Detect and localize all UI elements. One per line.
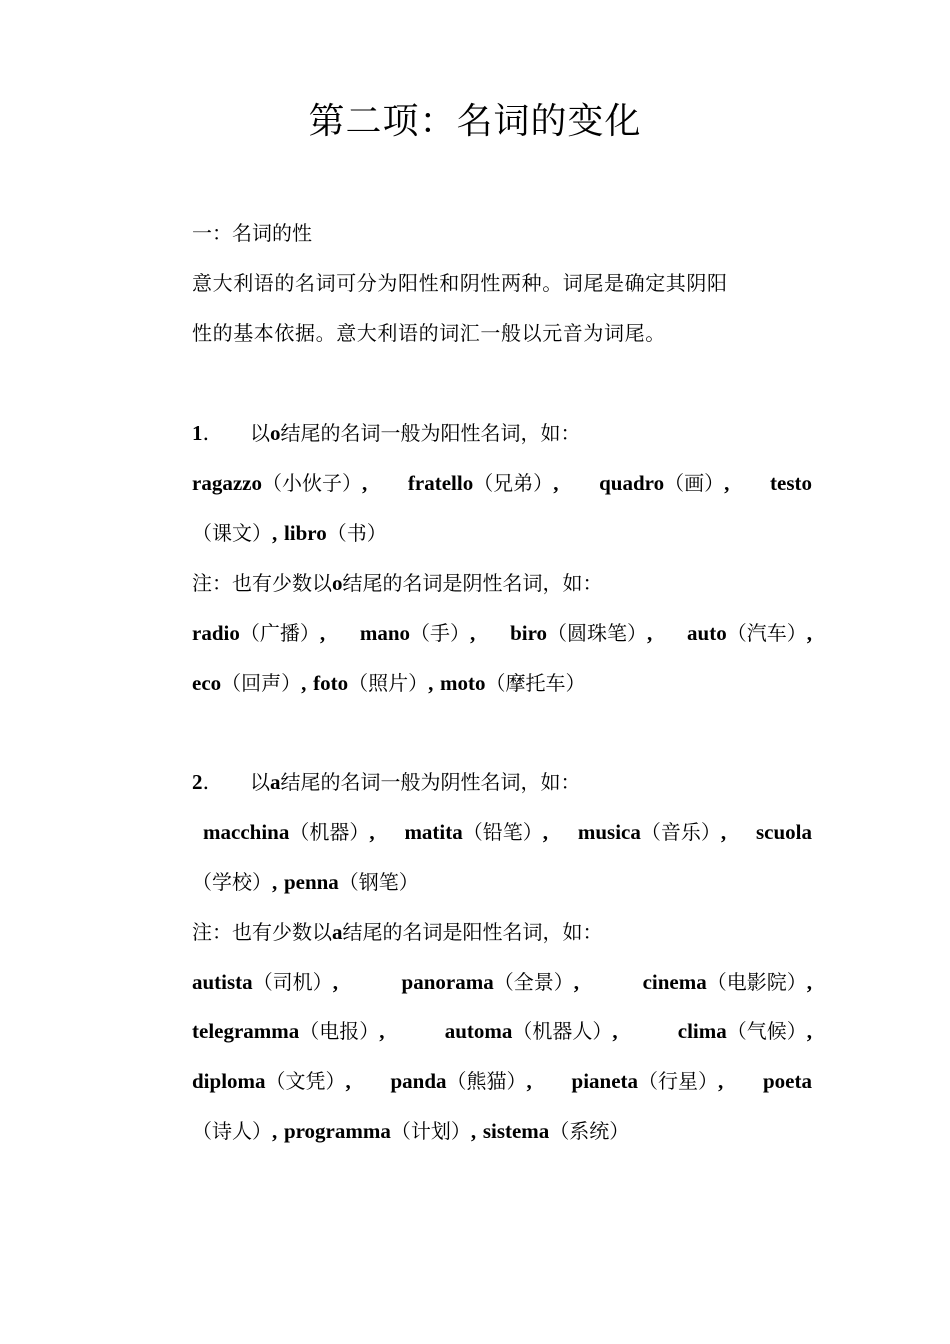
vocab-separator: , xyxy=(573,970,579,994)
vocab-entry xyxy=(756,817,812,847)
vocab-meaning: （手） xyxy=(410,621,471,645)
vocab-meaning: （汽车） xyxy=(726,621,807,645)
vocab-entry xyxy=(599,468,729,498)
note-text-pre: 注：也有少数以 xyxy=(192,571,332,595)
example-line xyxy=(192,518,812,548)
vocab-word: moto xyxy=(440,671,486,695)
vocab-entry xyxy=(572,1066,724,1096)
vocab-meaning: （音乐） xyxy=(640,820,721,844)
vocab-separator: , xyxy=(369,820,375,844)
vocab-entry xyxy=(770,468,812,498)
vocab-meaning: （系统） xyxy=(549,1119,630,1143)
vocab-meaning: （机器） xyxy=(289,820,370,844)
vocab-separator: , xyxy=(526,1069,532,1093)
vocab-entry xyxy=(404,817,548,847)
vocab-separator: , xyxy=(806,1019,812,1043)
vocab-separator: , xyxy=(361,471,368,495)
vocab-entry xyxy=(192,967,338,997)
vocab-separator: , xyxy=(470,621,476,645)
vocab-word: mano xyxy=(359,621,411,645)
vocab-entry xyxy=(192,468,367,498)
vocab-separator: , xyxy=(332,970,338,994)
example-line xyxy=(192,867,812,897)
vocab-entry xyxy=(402,967,579,997)
rule-text-pre: 以 xyxy=(250,770,270,794)
vocab-entry xyxy=(687,618,812,648)
vocab-meaning: （铅笔） xyxy=(462,820,543,844)
vocab-meaning: （摩托车） xyxy=(485,671,586,695)
example-line xyxy=(192,468,812,498)
vocab-separator: , xyxy=(806,970,812,994)
vocab-separator: , xyxy=(272,1119,278,1143)
vocab-separator: , xyxy=(553,471,559,495)
vocab-separator: , xyxy=(647,621,653,645)
vocab-word: auto xyxy=(687,621,727,645)
vocab-separator: , xyxy=(345,1069,351,1093)
vocab-separator: , xyxy=(720,820,727,844)
vocab-meaning: （诗人） xyxy=(192,1119,272,1143)
vocab-word: quadro xyxy=(599,471,665,495)
example-line xyxy=(203,817,812,847)
vocab-entry xyxy=(192,870,277,894)
vocab-entry xyxy=(192,1016,385,1046)
vocab-word: libro xyxy=(283,521,327,545)
vocab-meaning: （钢笔） xyxy=(338,870,419,894)
vocab-word: pianeta xyxy=(571,1069,639,1093)
vocab-meaning: （课文） xyxy=(192,521,272,545)
note-letter: o xyxy=(332,571,343,595)
vocab-entry xyxy=(284,870,419,894)
item-number-dot: . xyxy=(202,770,210,794)
vocab-entry xyxy=(192,1066,351,1096)
vocab-meaning: （文凭） xyxy=(265,1069,346,1093)
vocab-word: eco xyxy=(192,671,222,695)
vocab-entry xyxy=(408,468,559,498)
section-heading xyxy=(192,218,812,248)
vocab-separator: , xyxy=(272,870,278,894)
vocab-separator: , xyxy=(718,1069,724,1093)
intro-line-1 xyxy=(192,268,812,298)
vocab-entry xyxy=(445,1016,618,1046)
rule-text-pre: 以 xyxy=(250,421,270,445)
vocab-entry xyxy=(192,1119,277,1143)
vocab-meaning: （广播） xyxy=(239,621,320,645)
vocab-word: ragazzo xyxy=(192,471,262,495)
note-letter: a xyxy=(332,920,343,944)
vocab-entry xyxy=(391,1066,532,1096)
vocab-entry xyxy=(313,671,433,695)
vocab-entry xyxy=(360,618,475,648)
vocab-word: testo xyxy=(770,471,812,495)
vocab-separator: , xyxy=(612,1019,618,1043)
vocab-word: panorama xyxy=(401,970,494,994)
vocab-meaning: （气候） xyxy=(726,1019,807,1043)
vocab-word: biro xyxy=(510,621,548,645)
vocab-meaning: （照片） xyxy=(348,671,429,695)
vocab-meaning: （小伙子） xyxy=(261,471,362,495)
example-line xyxy=(192,967,812,997)
vocab-meaning: （机器人） xyxy=(512,1019,613,1043)
note-text-post: 结尾的名词是阴性名词，如： xyxy=(342,571,603,595)
vocab-separator: , xyxy=(379,1019,385,1043)
vocab-word: automa xyxy=(444,1019,513,1043)
vocab-meaning: （圆珠笔） xyxy=(547,621,648,645)
vocab-word: fratello xyxy=(407,471,474,495)
vocab-word: radio xyxy=(192,621,240,645)
item-number: 2 xyxy=(192,770,203,794)
vocab-entry xyxy=(643,967,812,997)
vocab-entry xyxy=(440,671,586,695)
vocab-entry xyxy=(192,618,325,648)
rule-text-post: 结尾的名词一般为阳性名词，如： xyxy=(280,421,581,445)
vocab-meaning: （司机） xyxy=(252,970,333,994)
vocab-word: telegramma xyxy=(192,1019,300,1043)
rule-letter: o xyxy=(270,421,281,445)
vocab-entry xyxy=(192,671,306,695)
vocab-separator: , xyxy=(319,621,326,645)
vocab-separator: , xyxy=(428,671,434,695)
vocab-word: poeta xyxy=(763,1069,812,1093)
vocab-meaning: （兄弟） xyxy=(473,471,554,495)
vocab-entry xyxy=(192,521,277,545)
note-line xyxy=(192,917,812,947)
note-line xyxy=(192,568,812,598)
vocab-meaning: （画） xyxy=(664,471,725,495)
vocab-word: panda xyxy=(390,1069,447,1093)
vocab-word: musica xyxy=(577,820,641,844)
vocab-separator: , xyxy=(542,820,549,844)
vocab-word: programma xyxy=(283,1119,391,1143)
vocab-entry xyxy=(483,1119,630,1143)
vocab-meaning: （全景） xyxy=(493,970,574,994)
example-line xyxy=(192,1016,812,1046)
vocab-entry xyxy=(284,521,387,545)
vocab-word: autista xyxy=(192,970,253,994)
vocab-word: penna xyxy=(283,870,339,894)
item-number-dot: . xyxy=(202,421,210,445)
vocab-entry xyxy=(284,1119,476,1143)
example-line xyxy=(192,668,812,698)
item-2-rule xyxy=(192,767,812,797)
vocab-entry xyxy=(763,1066,812,1096)
vocab-meaning: （学校） xyxy=(192,870,272,894)
vocab-word: diploma xyxy=(192,1069,266,1093)
item-1-rule xyxy=(192,418,812,448)
vocab-meaning: （熊猫） xyxy=(446,1069,527,1093)
vocab-word: cinema xyxy=(642,970,707,994)
vocab-separator: , xyxy=(301,671,307,695)
vocab-word: scuola xyxy=(755,820,812,844)
vocab-word: clima xyxy=(677,1019,727,1043)
intro-text-2: 性的基本依据。意大利语的词汇一般以元音为词尾。 xyxy=(192,321,666,345)
example-line xyxy=(192,1116,812,1146)
example-line xyxy=(192,1066,812,1096)
vocab-entry xyxy=(510,618,652,648)
vocab-word: macchina xyxy=(203,820,290,844)
vocab-separator: , xyxy=(272,521,278,545)
section-heading-text: 一：名词的性 xyxy=(192,221,312,245)
vocab-entry xyxy=(678,1016,812,1046)
vocab-word: foto xyxy=(313,671,349,695)
vocab-word: matita xyxy=(404,820,463,844)
vocab-separator: , xyxy=(470,1119,477,1143)
vocab-separator: , xyxy=(724,471,730,495)
rule-text-post: 结尾的名词一般为阴性名词，如： xyxy=(280,770,581,794)
intro-text-1: 意大利语的名词可分为阳性和阴性两种。词尾是确定其阴阳 xyxy=(192,271,728,295)
note-text-pre: 注：也有少数以 xyxy=(192,920,332,944)
intro-line-2 xyxy=(192,318,812,348)
vocab-meaning: （电影院） xyxy=(706,970,807,994)
vocab-meaning: （书） xyxy=(326,521,387,545)
rule-letter: a xyxy=(270,770,281,794)
vocab-meaning: （电报） xyxy=(299,1019,380,1043)
vocab-meaning: （计划） xyxy=(390,1119,471,1143)
vocab-meaning: （回声） xyxy=(221,671,302,695)
vocab-meaning: （行星） xyxy=(638,1069,719,1093)
item-number: 1 xyxy=(192,421,203,445)
vocab-entry xyxy=(578,817,726,847)
vocab-word: sistema xyxy=(482,1119,550,1143)
vocab-entry xyxy=(203,817,375,847)
vocab-separator: , xyxy=(806,621,812,645)
example-line xyxy=(192,618,812,648)
note-text-post: 结尾的名词是阳性名词，如： xyxy=(342,920,603,944)
page-title: 第二项：名词的变化 xyxy=(308,101,642,142)
